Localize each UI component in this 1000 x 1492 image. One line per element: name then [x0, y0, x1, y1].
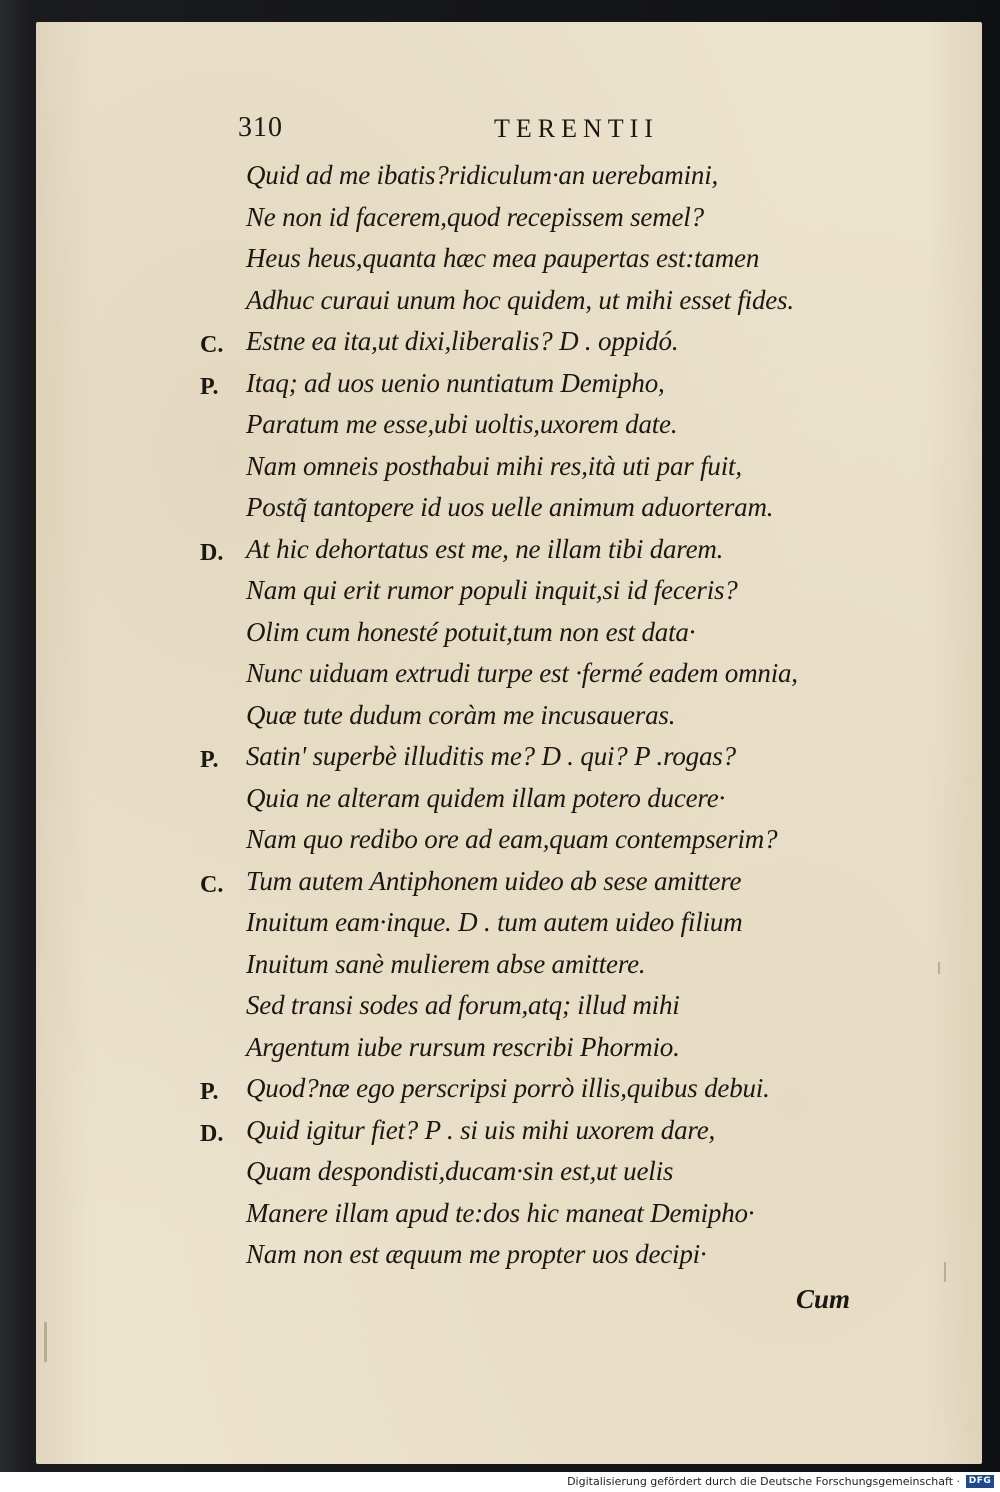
- verse-line: [0, 1032, 1000, 1074]
- verse-text: Adhuc curaui unum hoc quidem, ut mihi esset fides.: [246, 284, 794, 315]
- verse-text: Inuitum sanè mulierem abse amittere.: [246, 948, 646, 979]
- verse-line: [0, 658, 1000, 700]
- verse-text: Itaq; ad uos uenio nuntiatum Demipho,: [246, 367, 665, 398]
- verse-line: [0, 243, 1000, 285]
- verse-text: Nam non est æquum me propter uos decipi·: [246, 1239, 707, 1269]
- verse-text: Argentum iube rursum rescribi Phormio.: [246, 1031, 680, 1062]
- verse-line: [0, 824, 1000, 866]
- catchword: Cum: [796, 1284, 851, 1314]
- running-title: TERENTII: [494, 114, 659, 143]
- verse-line: [0, 409, 1000, 451]
- verse-text: Quam despondisti,ducam·sin est,ut uelis: [246, 1156, 674, 1186]
- footer-bar: [0, 1472, 1000, 1492]
- verse-block: [0, 160, 1000, 1281]
- verse-line: [0, 492, 1000, 534]
- verse-line: [0, 1156, 1000, 1198]
- dfg-logo-icon: DFG: [966, 1475, 994, 1488]
- verse-line: [0, 990, 1000, 1032]
- page-number: 310: [238, 112, 283, 143]
- verse-text: Quid igitur fiet? P . si uis mihi uxorem dare,: [246, 1114, 716, 1145]
- verse-text: At hic dehortatus est me, ne illam tibi darem.: [246, 533, 724, 564]
- verse-line: [0, 285, 1000, 327]
- verse-line: [0, 202, 1000, 244]
- speaker-label: D.: [200, 1120, 224, 1147]
- verse-text: Nam omneis posthabui mihi res,ità uti par fuit,: [246, 450, 742, 481]
- verse-text: Manere illam apud te:dos hic maneat Demipho·: [246, 1197, 755, 1228]
- verse-line: [0, 1073, 1000, 1115]
- verse-text: Nunc uiduam extrudi turpe est ·fermé eadem omnia,: [246, 658, 798, 688]
- verse-line: [0, 949, 1000, 991]
- verse-text: Quid ad me ibatis?ridiculum·an uerebamini,: [246, 160, 719, 190]
- verse-text: Quod?næ ego perscripsi porrò illis,quibus debui.: [246, 1073, 770, 1103]
- verse-text: Ne non id facerem,quod recepissem semel?: [246, 201, 704, 232]
- verse-text: Sed transi sodes ad forum,atq; illud mihi: [246, 990, 680, 1020]
- verse-text: Postq̃ tantopere id uos uelle animum aduorteram.: [246, 492, 774, 522]
- verse-line: [0, 1239, 1000, 1281]
- verse-text: Quia ne alteram quidem illam potero ducere·: [246, 782, 726, 813]
- verse-line: [0, 534, 1000, 576]
- verse-line: [0, 907, 1000, 949]
- speaker-label: D.: [200, 539, 224, 566]
- speaker-label: P.: [200, 373, 219, 400]
- page-header: [238, 112, 678, 152]
- verse-line: [0, 326, 1000, 368]
- verse-line: [0, 783, 1000, 825]
- verse-line: [0, 866, 1000, 908]
- verse-line: [0, 575, 1000, 617]
- show-through-mark: [44, 1322, 47, 1362]
- speaker-label: P.: [200, 747, 219, 773]
- verse-text: Tum autem Antiphonem uideo ab sese amittere: [246, 865, 742, 896]
- verse-text: Quæ tute dudum coràm me incusaueras.: [246, 699, 676, 730]
- verse-text: Estne ea ita,ut dixi,liberalis? D . oppidó.: [246, 326, 679, 356]
- verse-line: [0, 617, 1000, 659]
- verse-text: Heus heus,quanta hæc mea paupertas est:tamen: [246, 243, 760, 273]
- verse-line: [0, 1198, 1000, 1240]
- speaker-label: C.: [200, 871, 224, 898]
- verse-line: [0, 700, 1000, 742]
- verse-line: [0, 451, 1000, 493]
- verse-text: Nam qui erit rumor populi inquit,si id feceris?: [246, 575, 738, 605]
- verse-text: Nam quo redibo ore ad eam,quam contempserim?: [246, 824, 778, 854]
- verse-text: Paratum me esse,ubi uoltis,uxorem date.: [246, 409, 678, 439]
- verse-line: [0, 741, 1000, 783]
- verse-text: Satin' superbè illuditis me? D . qui? P .rogas?: [246, 741, 736, 771]
- verse-text: Inuitum eam·inque. D . tum autem uideo filium: [246, 907, 743, 937]
- speaker-label: C.: [200, 332, 224, 358]
- funding-credit: Digitalisierung gefördert durch die Deutsche Forschungsgemeinschaft ·: [567, 1475, 960, 1488]
- verse-text: Olim cum honesté potuit,tum non est data·: [246, 616, 696, 647]
- verse-line: [0, 368, 1000, 410]
- verse-line: [0, 160, 1000, 202]
- verse-line: [0, 1115, 1000, 1157]
- speaker-label: P.: [200, 1079, 219, 1105]
